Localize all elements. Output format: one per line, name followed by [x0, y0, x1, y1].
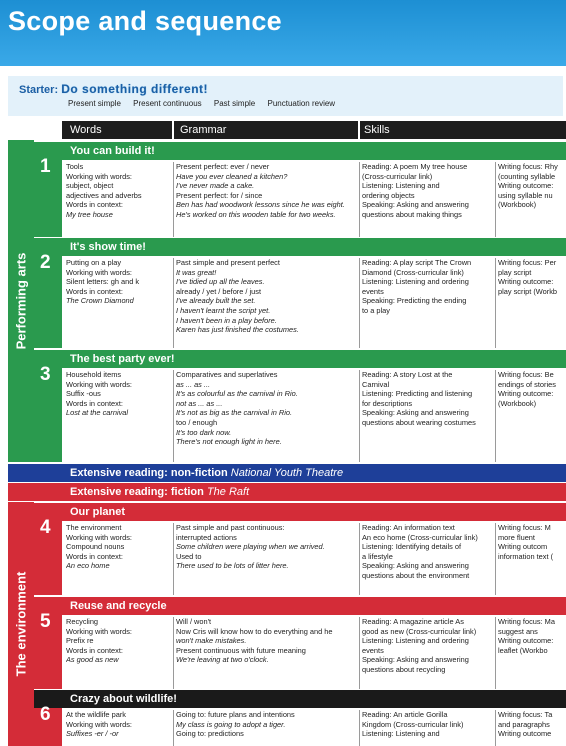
- cell-text: We're leaving at two o'clock.: [176, 655, 269, 665]
- unit-body: [62, 162, 566, 237]
- cell-text: Diamond (Cross-curricular link): [362, 267, 464, 277]
- column-writing: [498, 162, 566, 235]
- unit-block: [34, 142, 566, 237]
- cell-text: Some children were playing when we arrived.: [176, 542, 325, 552]
- cell-text: Used to: [176, 551, 202, 561]
- cell-text: interrupted actions: [176, 532, 237, 542]
- cell-text: Listening: Listening and: [362, 729, 440, 739]
- cell-text: Present perfect: for / since: [176, 190, 263, 200]
- cell-text: questions about wearing costumes: [362, 417, 476, 427]
- cell-text: The environment: [66, 523, 122, 532]
- cell-text: to a play: [362, 305, 390, 315]
- unit-number: 2: [40, 252, 51, 273]
- reading-title: The Raft: [206, 486, 250, 498]
- column-divider: [173, 162, 174, 237]
- column-grammar: [176, 710, 358, 744]
- starter-heading: [19, 82, 208, 96]
- column-divider: [359, 710, 360, 746]
- cell-text: Listening: Listening and ordering: [362, 277, 469, 287]
- column-divider: [495, 162, 496, 237]
- column-divider: [359, 258, 360, 348]
- cell-text: Listening: Listening and ordering: [362, 636, 469, 646]
- cell-text: Listening: Predicting and listening: [362, 389, 473, 399]
- unit-number: 5: [40, 611, 51, 632]
- starter-item: Past simple: [213, 99, 256, 108]
- cell-text: Speaking: Asking and answering: [362, 200, 469, 210]
- cell-text: Reading: A play script The Crown: [362, 258, 472, 267]
- column-skills: [362, 370, 492, 460]
- cell-text: Listening: Listening and: [362, 181, 440, 191]
- cell-text: Carnival: [362, 379, 390, 389]
- cell-text: Words in context:: [66, 398, 123, 408]
- cell-text: (Workbook): [498, 398, 537, 408]
- cell-text: I haven't learnt the script yet.: [176, 305, 271, 315]
- cell-text: Have you ever cleaned a kitchen?: [176, 171, 288, 181]
- cell-text: (counting syllable: [498, 171, 556, 181]
- cell-text: leaflet (Workbo: [498, 645, 548, 655]
- cell-text: Writing focus: Rhy: [498, 162, 558, 171]
- cell-text: My class is going to adopt a tiger.: [176, 719, 286, 729]
- column-divider: [495, 617, 496, 689]
- reading-title: National Youth Theatre: [230, 467, 344, 479]
- unit-number: 3: [40, 364, 51, 385]
- unit-body: [62, 710, 566, 746]
- column-skills: [362, 523, 492, 593]
- unit-body: [62, 523, 566, 595]
- column-divider: [173, 617, 174, 689]
- unit-title: Crazy about wildlife!: [70, 693, 177, 705]
- column-grammar: [176, 523, 358, 593]
- cell-text: It was great!: [176, 267, 217, 277]
- starter-items: [68, 99, 345, 108]
- section-label: The environment: [13, 571, 29, 677]
- cell-text: Ben has had woodwork lessons since he was eight.: [176, 200, 345, 210]
- cell-text: Suffix -ous: [66, 389, 101, 399]
- cell-text: events: [362, 645, 384, 655]
- cell-text: Past simple and past continuous:: [176, 523, 285, 532]
- cell-text: questions about the environment: [362, 570, 470, 580]
- cell-text: Writing outcome: [498, 729, 552, 739]
- column-words: [66, 370, 170, 460]
- cell-text: Writing outcome:: [498, 389, 554, 399]
- cell-text: Reading: A magazine article As: [362, 617, 464, 626]
- column-words: [66, 617, 170, 687]
- cell-text: good as new (Cross-curricular link): [362, 626, 477, 636]
- cell-text: and paragraphs: [498, 719, 550, 729]
- section-label: Performing arts: [13, 252, 29, 350]
- starter-label: Starter:: [19, 84, 59, 96]
- starter-item: Present continuous: [133, 99, 202, 108]
- cell-text: using syllable nu: [498, 190, 553, 200]
- cell-text: He's worked on this wooden table for two weeks.: [176, 209, 336, 219]
- cell-text: I've already built the set.: [176, 296, 256, 306]
- column-skills: [362, 258, 492, 346]
- cell-text: already / yet / before / just: [176, 286, 262, 296]
- cell-text: Writing focus: Ma: [498, 617, 555, 626]
- cell-text: endings of stories: [498, 379, 556, 389]
- cell-text: subject, object: [66, 181, 114, 191]
- column-divider: [359, 617, 360, 689]
- unit-number: 1: [40, 156, 51, 177]
- column-divider: [173, 258, 174, 348]
- cell-text: Comparatives and superlatives: [176, 370, 278, 379]
- column-grammar: [176, 617, 358, 687]
- cell-text: Working with words:: [66, 626, 132, 636]
- cell-text: Reading: A poem My tree house: [362, 162, 468, 171]
- cell-text: Writing focus: Per: [498, 258, 557, 267]
- cell-text: Present perfect: ever / never: [176, 162, 270, 171]
- cell-text: I've tidied up all the leaves.: [176, 277, 265, 287]
- cell-text: Working with words:: [66, 379, 132, 389]
- cell-text: Will / won't: [176, 617, 212, 626]
- cell-text: Kingdom (Cross-curricular link): [362, 719, 464, 729]
- cell-text: Listening: Identifying details of: [362, 542, 462, 552]
- cell-text: Words in context:: [66, 645, 123, 655]
- column-divider: [495, 370, 496, 462]
- unit-body: [62, 258, 566, 348]
- cell-text: Words in context:: [66, 286, 123, 296]
- header-banner: [0, 0, 566, 66]
- cell-text: At the wildlife park: [66, 710, 126, 719]
- unit-title: You can build it!: [70, 145, 155, 157]
- unit-title: It's show time!: [70, 241, 146, 253]
- column-header-label: Skills: [364, 124, 390, 136]
- unit-body: [62, 617, 566, 689]
- cell-text: Now Cris will know how to do everything and he: [176, 626, 333, 636]
- cell-text: As good as new: [66, 655, 119, 665]
- cell-text: Prefix re: [66, 636, 94, 646]
- cell-text: Speaking: Asking and answering: [362, 655, 469, 665]
- cell-text: Present continuous with future meaning: [176, 645, 306, 655]
- cell-text: Working with words:: [66, 267, 132, 277]
- reading-label: Extensive reading: non-fiction: [70, 467, 228, 479]
- extensive-reading-fiction: [8, 483, 566, 501]
- column-skills: [362, 710, 492, 744]
- unit-title: Reuse and recycle: [70, 600, 167, 612]
- cell-text: I've never made a cake.: [176, 181, 255, 191]
- column-words: [66, 258, 170, 346]
- cell-text: Putting on a play: [66, 258, 122, 267]
- cell-text: Recycling: [66, 617, 99, 626]
- cell-text: An eco home: [66, 561, 110, 571]
- unit-number: 6: [40, 704, 51, 725]
- cell-text: questions about making things: [362, 209, 462, 219]
- cell-text: Speaking: Asking and answering: [362, 408, 469, 418]
- column-divider: [173, 370, 174, 462]
- column-writing: [498, 617, 566, 687]
- section-tab-performing-arts: [8, 140, 34, 462]
- cell-text: It's too dark now.: [176, 427, 232, 437]
- unit-block: [34, 350, 566, 462]
- cell-text: Household items: [66, 370, 122, 379]
- column-skills: [362, 162, 492, 235]
- column-grammar: [176, 370, 358, 460]
- column-divider: [495, 523, 496, 595]
- cell-text: There used to be lots of litter here.: [176, 561, 289, 571]
- cell-text: Lost at the carnival: [66, 408, 129, 418]
- cell-text: (Workbook): [498, 200, 537, 210]
- column-header-skills: [360, 121, 566, 139]
- starter-panel: [8, 76, 563, 116]
- cell-text: Reading: An information text: [362, 523, 455, 532]
- column-divider: [359, 523, 360, 595]
- cell-text: Writing outcome:: [498, 277, 554, 287]
- cell-text: Going to: future plans and intentions: [176, 710, 295, 719]
- cell-text: Suffixes -er / -or: [66, 729, 119, 739]
- cell-text: as ... as ...: [176, 379, 211, 389]
- column-skills: [362, 617, 492, 687]
- unit-block: [34, 503, 566, 595]
- cell-text: Working with words:: [66, 719, 132, 729]
- unit-body: [62, 370, 566, 462]
- cell-text: events: [362, 286, 384, 296]
- cell-text: Working with words:: [66, 171, 132, 181]
- column-header-label: Words: [70, 124, 102, 136]
- cell-text: won't make mistakes.: [176, 636, 247, 646]
- column-words: [66, 162, 170, 235]
- cell-text: play script (Workb: [498, 286, 558, 296]
- cell-text: play script: [498, 267, 532, 277]
- starter-item: Punctuation review: [267, 99, 336, 108]
- cell-text: Working with words:: [66, 532, 132, 542]
- column-divider: [173, 710, 174, 746]
- cell-text: Speaking: Predicting the ending: [362, 296, 467, 306]
- starter-title: Do something different!: [61, 82, 209, 96]
- unit-title: The best party ever!: [70, 353, 175, 365]
- cell-text: adjectives and adverbs: [66, 190, 142, 200]
- cell-text: There's not enough light in here.: [176, 437, 282, 447]
- unit-block: [34, 690, 566, 746]
- unit-block: [34, 238, 566, 348]
- cell-text: Writing focus: Be: [498, 370, 554, 379]
- column-divider: [359, 370, 360, 462]
- column-divider: [495, 710, 496, 746]
- cell-text: for descriptions: [362, 398, 413, 408]
- cell-text: Words in context:: [66, 551, 123, 561]
- cell-text: more fluent: [498, 532, 535, 542]
- cell-text: ordering objects: [362, 190, 415, 200]
- cell-text: Karen has just finished the costumes.: [176, 325, 299, 335]
- cell-text: Reading: An article Gorilla: [362, 710, 448, 719]
- cell-text: The Crown Diamond: [66, 296, 134, 306]
- starter-item: Present simple: [68, 99, 121, 108]
- cell-text: Going to: predictions: [176, 729, 244, 739]
- column-divider: [359, 162, 360, 237]
- cell-text: Writing outcom: [498, 542, 548, 552]
- cell-text: An eco home (Cross-curricular link): [362, 532, 478, 542]
- cell-text: Speaking: Asking and answering: [362, 561, 469, 571]
- column-writing: [498, 710, 566, 744]
- cell-text: It's not as big as the carnival in Rio.: [176, 408, 293, 418]
- column-grammar: [176, 162, 358, 235]
- unit-number: 4: [40, 517, 51, 538]
- cell-text: Tools: [66, 162, 84, 171]
- reading-label: Extensive reading: fiction: [70, 486, 204, 498]
- cell-text: Compound nouns: [66, 542, 125, 552]
- column-words: [66, 710, 170, 744]
- cell-text: suggest ans: [498, 626, 538, 636]
- cell-text: Words in context:: [66, 200, 123, 210]
- cell-text: too / enough: [176, 417, 218, 427]
- column-writing: [498, 258, 566, 346]
- section-tab-environment: [8, 502, 34, 746]
- cell-text: It's as colourful as the carnival in Rio.: [176, 389, 298, 399]
- cell-text: Writing focus: M: [498, 523, 551, 532]
- column-header-label: Grammar: [180, 124, 227, 136]
- column-header-words: [62, 121, 172, 139]
- column-divider: [495, 258, 496, 348]
- column-divider: [173, 523, 174, 595]
- page-title: Scope and sequence: [8, 6, 282, 36]
- cell-text: not as ... as ...: [176, 398, 223, 408]
- cell-text: Past simple and present perfect: [176, 258, 280, 267]
- extensive-reading-nonfiction: [8, 464, 566, 482]
- unit-block: [34, 597, 566, 689]
- cell-text: I haven't been in a play before.: [176, 315, 277, 325]
- cell-text: Writing focus: Ta: [498, 710, 553, 719]
- column-writing: [498, 370, 566, 460]
- cell-text: Silent letters: gh and k: [66, 277, 140, 287]
- cell-text: questions about recycling: [362, 664, 446, 674]
- unit-title: Our planet: [70, 506, 126, 518]
- column-writing: [498, 523, 566, 593]
- cell-text: information text (: [498, 551, 554, 561]
- cell-text: Writing outcome:: [498, 181, 554, 191]
- cell-text: Writing outcome:: [498, 636, 554, 646]
- cell-text: My tree house: [66, 209, 113, 219]
- cell-text: a lifestyle: [362, 551, 393, 561]
- cell-text: (Cross-curricular link): [362, 171, 433, 181]
- column-words: [66, 523, 170, 593]
- cell-text: Reading: A story Lost at the: [362, 370, 453, 379]
- column-header-grammar: [174, 121, 358, 139]
- column-grammar: [176, 258, 358, 346]
